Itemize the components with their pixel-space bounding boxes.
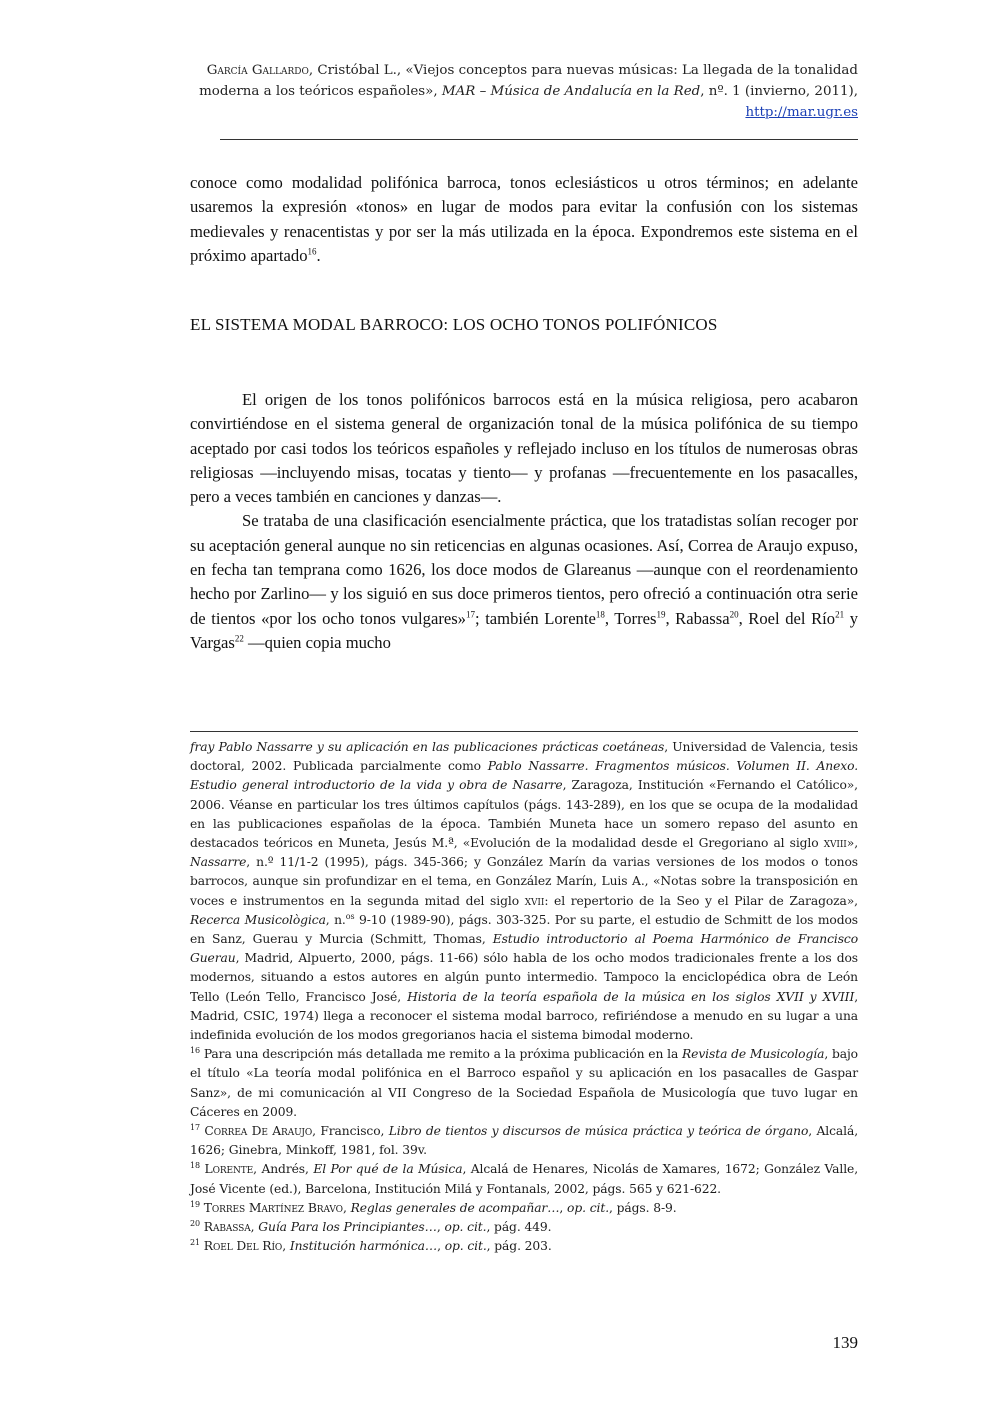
footnote-text: , Alcalá, 1626; Ginebra, Minkoff, 1981, fol. 39v. [190, 1124, 858, 1158]
header-rule [220, 139, 858, 140]
footnote-text: Para una descripción más detallada me remito a la próxima publicación en la [199, 1047, 682, 1062]
footnote-19 [190, 1199, 858, 1218]
title-italic: Estudio introductorio al Poema Harmónico de Francisco Guerau [190, 932, 859, 966]
page-number: 139 [832, 1333, 858, 1352]
paragraph-2-text: , Roel del Río [738, 608, 836, 628]
footnote-number: 21 [190, 1238, 200, 1248]
footnote-ref-22[interactable]: 22 [234, 633, 244, 644]
op-cit: op. cit. [567, 1200, 610, 1215]
footnote-text: : el repertorio de la Seo y el Pilar de Zaragoza», [544, 893, 858, 908]
century-numeral: xvii [524, 893, 545, 908]
header-author: García Gallardo [206, 63, 309, 78]
footnote-number: 17 [190, 1122, 200, 1132]
footnote-number: 19 [190, 1199, 200, 1209]
footnote-17 [190, 1122, 858, 1160]
title-italic: fray Pablo Nassarre y su aplicación en las publicaciones prácticas coetáneas [190, 740, 665, 754]
intro-end: . [316, 245, 321, 265]
footnote-text: , Madrid, Alpuerto, 2000, págs. 11-66) sólo habla de los ocho modos tradicionales frente a los dos modernos, situando a estos autores en algún punto intermedio. Tampoco la enciclopédica obra de León Tello (León Tello, Francisco José, [190, 951, 858, 1004]
footnote-text: , [250, 1220, 259, 1235]
footnote-ref-18[interactable]: 18 [595, 609, 605, 620]
title-italic: Guía Para los Principiantes… [258, 1220, 437, 1235]
footnote-text: , Madrid, CSIC, 1974) llega a reconocer el sistema modal barroco, refiriéndose a menudo en su lugar a una indefinida evolución de los modos gregorianos hacia el sistema bimodal moderno. [190, 989, 859, 1043]
superscript: os [345, 911, 355, 921]
title-italic: Institución harmónica… [289, 1239, 438, 1254]
footnote-text: , págs. 8-9. [609, 1200, 677, 1215]
title-italic: Libro de tientos y discursos de música práctica y teórica de órgano [388, 1124, 809, 1139]
intro-paragraph [190, 171, 858, 268]
footnote-ref-21[interactable]: 21 [835, 609, 845, 620]
footnote-text: , Francisco, [312, 1124, 389, 1139]
header-citation: , Cristóbal L., «Viejos conceptos para nuevas músicas: La llegada de la tonalidad moderna a los teóricos españoles», [199, 63, 858, 99]
footnote-text: , pág. 449. [486, 1220, 552, 1235]
paragraph-2 [190, 509, 858, 655]
footnote-text: , [282, 1239, 290, 1254]
footnote-21 [190, 1237, 858, 1256]
footnote-rule [190, 731, 858, 732]
running-header [190, 60, 858, 123]
main-body [190, 388, 858, 655]
footnote-text: 9-10 (1989-90), págs. 303-325. Por su parte, el estudio de Schmitt de los modos en Sanz, Guerau y Murcia (Schmitt, Thomas, [190, 912, 858, 947]
author-name: Lorente [204, 1162, 254, 1177]
footnote-ref-17[interactable]: 17 [465, 609, 475, 620]
footnote-text: , n.º 11/1-2 (1995), págs. 345-366; y González Marín da varias versiones de los modos o tonos barrocos, aunque sin profundizar en el tema, en González Marín, Luis A., «Notas sobre la transposición en voces e instrumentos en la segunda mitad del siglo [190, 855, 858, 908]
footnote-text: , Zaragoza, Institución «Fernando el Católico», 2006. Véanse en particular los tres últimos capítulos (págs. 143-289), en los que se ocupa de la modalidad en las publicaciones españolas de la época. También Muneta hace un somero repaso del asunto en destacados teóricos en Muneta, Jesús M.ª, «Evolución de la modalidad desde el Gregoriano al siglo [190, 778, 858, 851]
author-name: Rabassa [203, 1220, 251, 1235]
paragraph-2-text: ; también Lorente [474, 608, 596, 628]
intro-text: conoce como modalidad polifónica barroca, tonos eclesiásticos u otros términos; en adelante usaremos la expresión «tonos» en lugar de modos para evitar la confusión con los sistemas medievales y renacentistas y por ser la más utilizada en la época. Expondremos este sistema en el próximo apartado [190, 173, 858, 265]
paragraph-2-text: —quien copia mucho [243, 632, 391, 652]
paragraph-1: El origen de los tonos polifónicos barrocos está en la música religiosa, pero acabaron convirtiéndose en el sistema general de organización tonal de la música polifónica de su tiempo aceptado por casi todos los teóricos españoles y reflejado incluso en los títulos de numerosas obras religiosas —incluyendo misas, tocatas y tiento— y profanas —frecuentemente en los pasacalles, pero a veces también en canciones y danzas—. [190, 390, 858, 507]
paragraph-2-text: y Vargas [190, 608, 858, 652]
title-italic: Reglas generales de acompañar… [350, 1200, 560, 1215]
header-issue: , nº. 1 (invierno, 2011), [700, 84, 858, 99]
paragraph-2-text: Se trataba de una clasificación esencialmente práctica, que los tratadistas solían recoger por su aceptación general aunque no sin reticencias en algunas ocasiones. Así, Correa de Araujo expuso, en fecha tan temprana como 1626, los doce modos de Glareanus —aunque con el reordenamiento hecho por Zarlino— y los siguió en sus doce primeros tientos, pero ofreció a continuación otra serie de tientos «por los ocho tonos vulgares» [190, 511, 858, 628]
footnote-20 [190, 1218, 858, 1237]
footnote-text: , [559, 1200, 568, 1215]
paragraph-2-text: , Torres [604, 608, 657, 628]
header-url-link[interactable]: http://mar.ugr.es [745, 105, 858, 120]
footnote-ref-19[interactable]: 19 [656, 609, 666, 620]
footnote-text: , Universidad de Valencia, tesis doctoral, 2002. Publicada parcialmente como [190, 740, 858, 774]
footnote-text: , pág. 203. [486, 1239, 552, 1254]
title-italic: Nassarre [190, 855, 247, 870]
author-name: Correa De Araujo [204, 1124, 313, 1139]
paragraph-2-text: , Rabassa [665, 608, 730, 628]
footnote-ref-16[interactable]: 16 [307, 246, 317, 257]
footnote-text: , [342, 1200, 351, 1215]
footnote-text: », [846, 836, 858, 851]
header-journal: MAR – Música de Andalucía en la Red [441, 84, 701, 99]
footnote-16 [190, 1045, 858, 1122]
op-cit: op. cit. [444, 1239, 487, 1254]
footnote-ref-20[interactable]: 20 [729, 609, 739, 620]
footnote-number: 20 [190, 1218, 200, 1228]
footnote-text: , [436, 1220, 445, 1235]
footnote-18 [190, 1160, 858, 1198]
op-cit: op. cit. [444, 1220, 487, 1235]
footnote-number: 16 [190, 1046, 200, 1056]
footnote-text: , Andrés, [253, 1162, 314, 1177]
century-numeral: xviii [823, 836, 847, 851]
title-italic: Recerca Musicològica [190, 912, 326, 927]
title-italic: El Por qué de la Música [313, 1162, 463, 1177]
title-italic: Historia de la teoría española de la música en los siglos XVII y XVIII [407, 989, 855, 1004]
footnote-text: , bajo el título «La teoría modal polifónica en el Barroco español y su aplicación en los pasacalles de Gaspar Sanz», de mi comunicación al VII Congreso de la Sociedad Española de Musicología que tuvo lugar en Cáceres en 2009. [190, 1047, 858, 1119]
author-name: Torres Martínez Bravo [203, 1200, 343, 1215]
section-heading: EL SISTEMA MODAL BARROCO: LOS OCHO TONOS POLIFÓNICOS [190, 315, 718, 334]
footnote-text: , n. [325, 912, 346, 927]
title-italic: Pablo Nassarre. Fragmentos músicos. Volumen II. Anexo. Estudio general introductorio de la vida y obra de Nasarre [190, 759, 859, 793]
footnote-text: , Alcalá de Henares, Nicolás de Xamares, 1672; González Valle, José Vicente (ed.), Barcelona, Institución Milá y Fontanals, 2002, págs. 565 y 621-622. [190, 1162, 859, 1196]
footnote-text: , [437, 1239, 445, 1254]
footnote-15-continuation [190, 738, 858, 1045]
author-name: Roel Del Río [203, 1239, 283, 1254]
footnote-number: 18 [190, 1161, 200, 1171]
footnotes [190, 738, 858, 1256]
title-italic: Revista de Musicología [682, 1047, 825, 1062]
